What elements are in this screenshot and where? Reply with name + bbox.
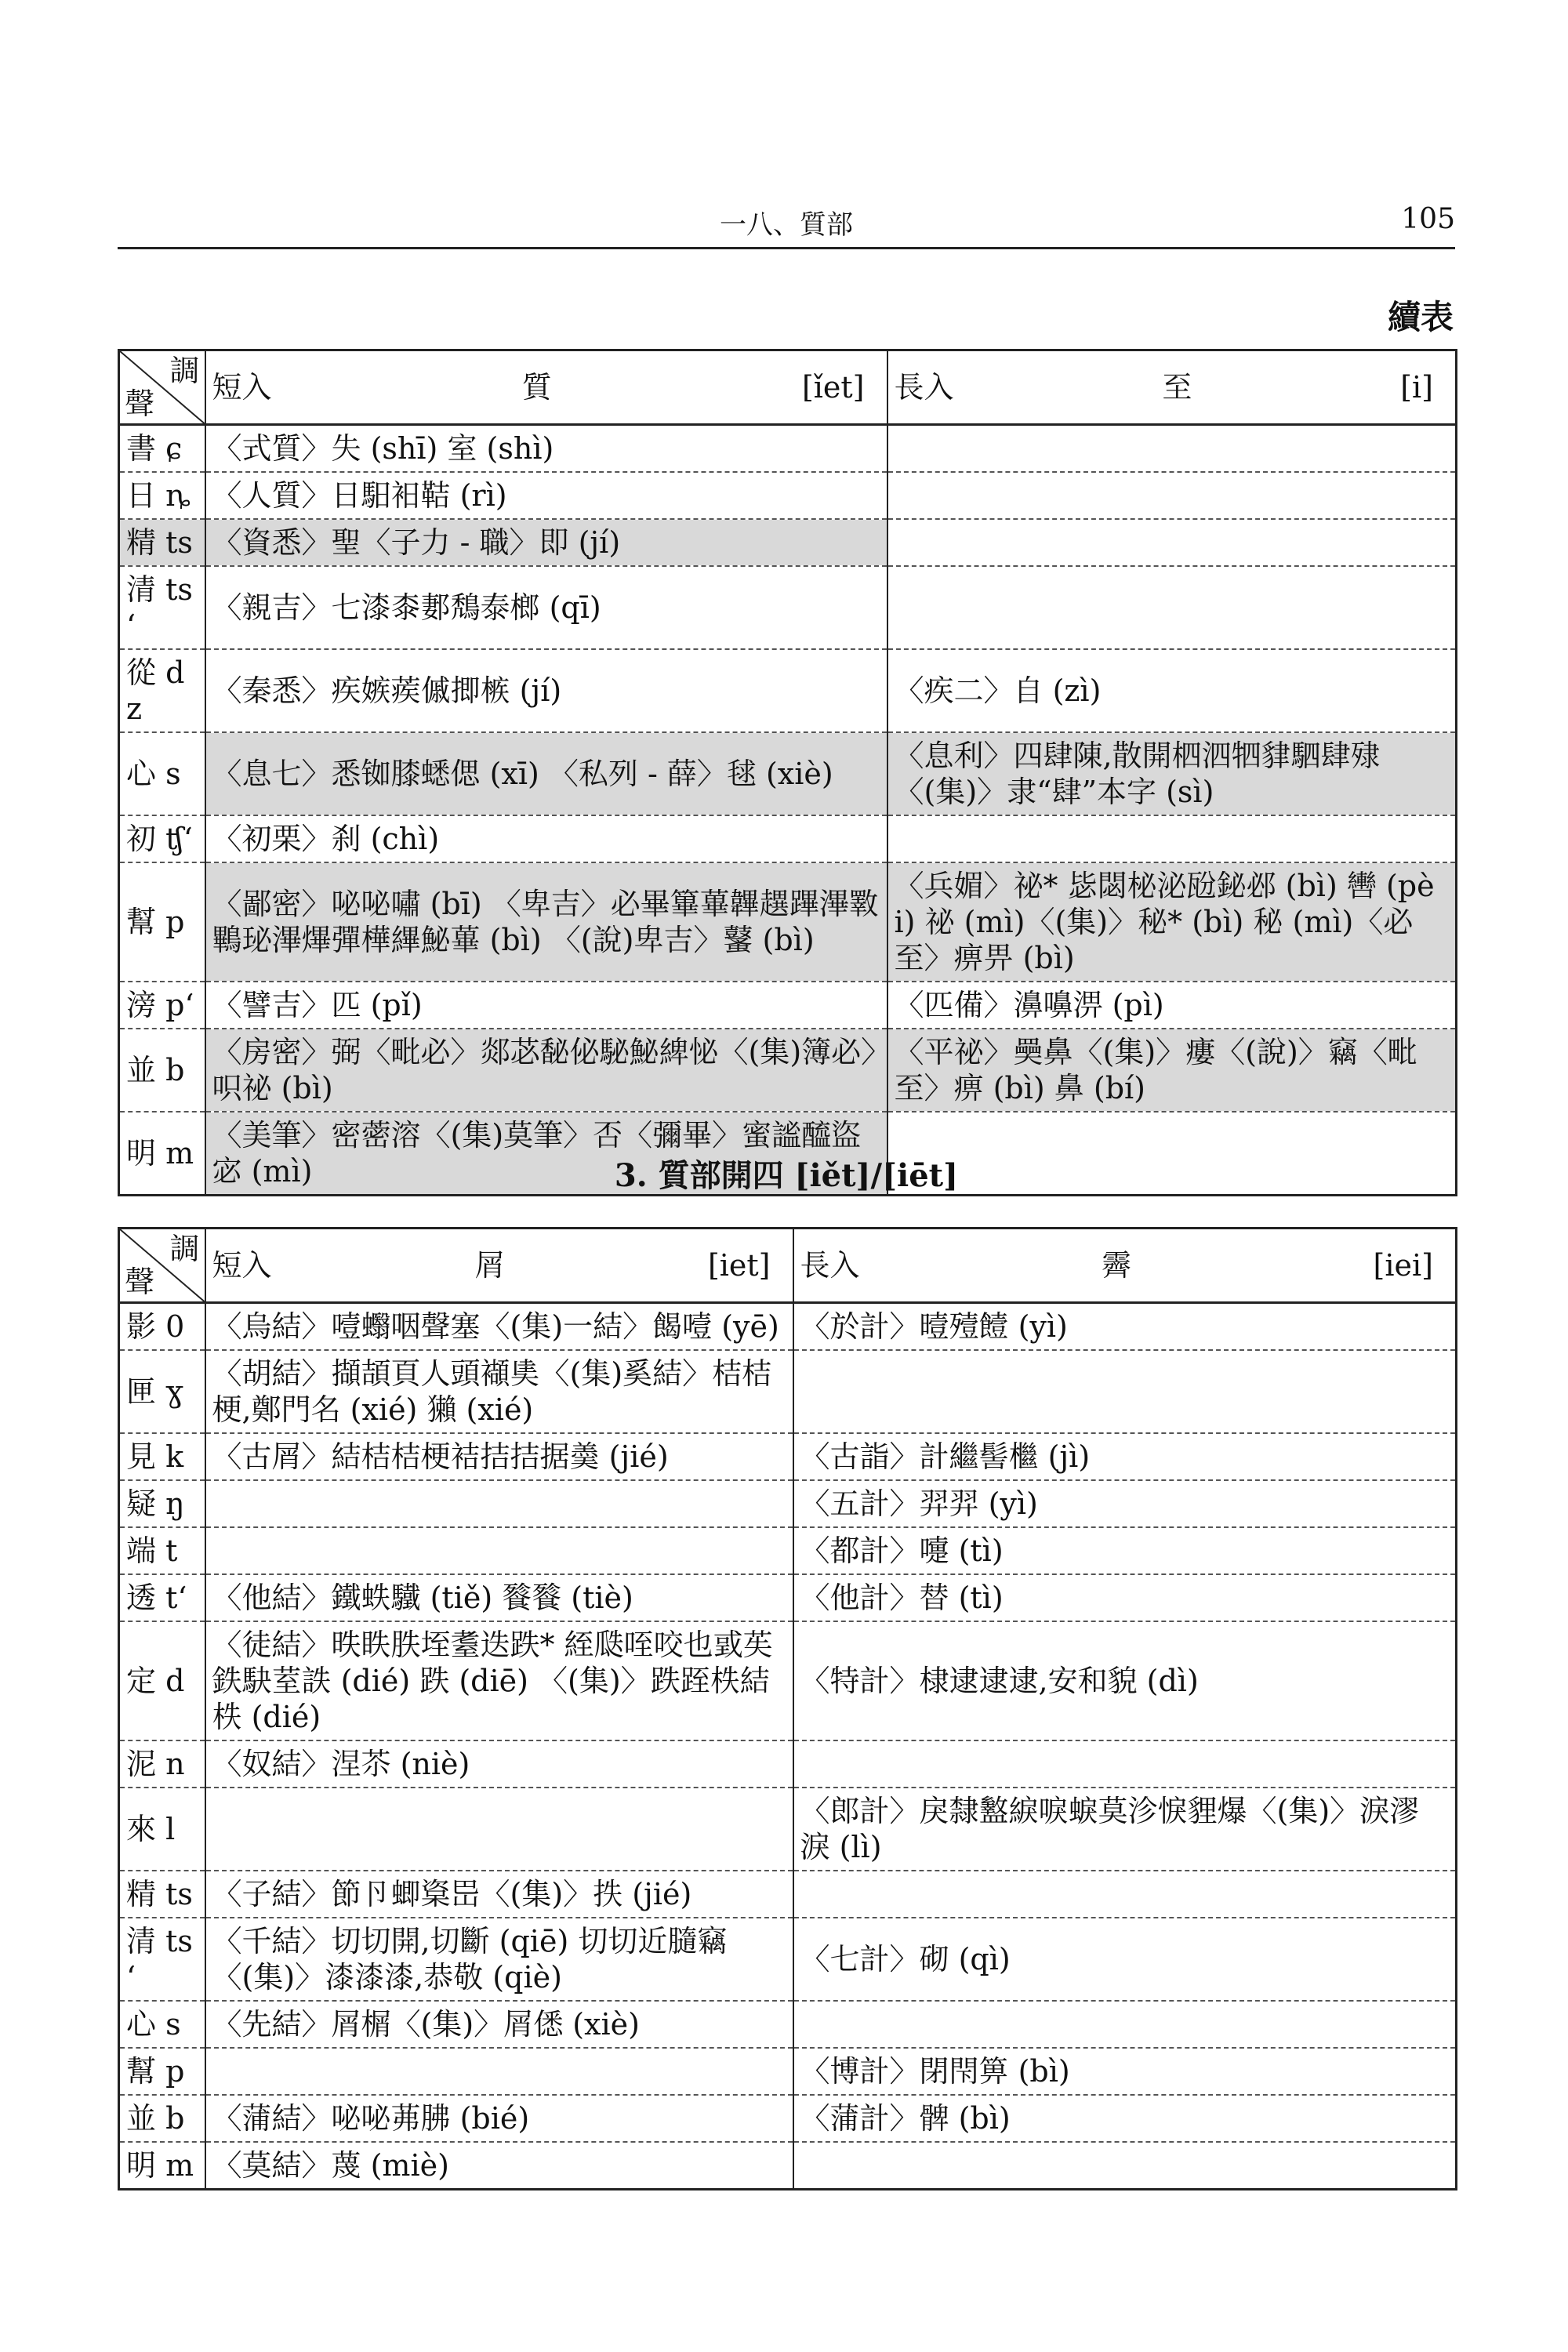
initial-cell: 並 b — [119, 2095, 205, 2142]
corner-cell — [119, 350, 205, 425]
initial-cell: 從 dz — [119, 649, 205, 732]
long-entering-cell: 〈都計〉嚏 (tì) — [793, 1527, 1457, 1574]
table-row — [119, 566, 1457, 649]
initial-cell: 見 k — [119, 1433, 205, 1480]
short-entering-cell — [205, 1527, 793, 1574]
short-entering-cell: 〈古屑〉結桔桔梗袺拮拮据羮 (jié) — [205, 1433, 793, 1480]
long-entering-cell: 〈息利〉四肆陳,散開柶泗牭貄駟肆殔〈(集)〉隶“肆”本字 (sì) — [887, 732, 1457, 815]
short-entering-cell: 〈烏結〉噎蠮咽聲塞〈(集)一結〉餲噎 (yē) — [205, 1303, 793, 1351]
table-row — [119, 649, 1457, 732]
short-entering-cell: 〈鄙密〉咇咇嘯 (bī) 〈卑吉〉必畢篳蓽韠趩蹕滭斁鷝珌滭熚彈樺縪鮅蓽 (bì) 〈(說)卑吉〉鼜 (bì) — [205, 862, 887, 982]
table-row — [119, 815, 1457, 862]
long-entering-cell: 〈於計〉曀殪饐 (yì) — [793, 1303, 1457, 1351]
table-row — [119, 2095, 1457, 2142]
initial-cell: 心 s — [119, 732, 205, 815]
column-rhyme: 至 — [1162, 370, 1192, 405]
long-entering-cell — [793, 2001, 1457, 2048]
table-row — [119, 2142, 1457, 2190]
table-row — [119, 1621, 1457, 1740]
continuation-label: 續表 — [1387, 298, 1454, 336]
corner-cell — [119, 1229, 205, 1303]
running-title: 一八、質部 — [720, 209, 853, 241]
long-entering-cell: 〈七計〉砌 (qì) — [793, 1918, 1457, 2001]
short-entering-cell: 〈莫結〉蔑 (miè) — [205, 2142, 793, 2190]
page-header — [118, 200, 1455, 249]
short-entering-cell: 〈息七〉悉铷膝蟋偲 (xī) 〈私列 - 薛〉毬 (xiè) — [205, 732, 887, 815]
long-entering-cell — [887, 519, 1457, 566]
column-tone: 短入 — [212, 1248, 272, 1283]
column-ipa: [iet] — [707, 1248, 771, 1283]
initial-cell: 疑 ŋ — [119, 1480, 205, 1527]
initial-cell: 清 tsʻ — [119, 566, 205, 649]
column-rhyme: 霽 — [1102, 1248, 1132, 1283]
long-entering-cell — [793, 1740, 1457, 1788]
initial-cell: 日 ȵ — [119, 472, 205, 519]
initial-cell: 影 0 — [119, 1303, 205, 1351]
initial-cell: 明 m — [119, 1112, 205, 1196]
table-row — [119, 1350, 1457, 1433]
column-rhyme: 屑 — [474, 1248, 505, 1283]
initial-cell: 初 ʧʻ — [119, 815, 205, 862]
short-entering-cell — [205, 1788, 793, 1871]
short-entering-cell: 〈式質〉失 (shī) 室 (shì) — [205, 425, 887, 473]
table-row — [119, 1029, 1457, 1112]
table-row — [119, 519, 1457, 566]
table-row — [119, 1303, 1457, 1351]
long-entering-cell: 〈五計〉羿羿 (yì) — [793, 1480, 1457, 1527]
long-entering-cell — [887, 566, 1457, 649]
initial-cell: 精 ts — [119, 519, 205, 566]
short-entering-cell: 〈子結〉節卪蝍楶岊〈(集)〉抶 (jié) — [205, 1871, 793, 1918]
long-entering-cell: 〈他計〉替 (tì) — [793, 1574, 1457, 1621]
initial-cell: 書 ɕ — [119, 425, 205, 473]
initial-cell: 透 tʻ — [119, 1574, 205, 1621]
short-entering-cell: 〈先結〉屑榍〈(集)〉屑僁 (xiè) — [205, 2001, 793, 2048]
initial-cell: 幫 p — [119, 862, 205, 982]
initial-cell: 明 m — [119, 2142, 205, 2190]
table-row — [119, 2001, 1457, 2048]
long-entering-cell — [887, 815, 1457, 862]
table-row — [119, 1918, 1457, 2001]
table-row — [119, 472, 1457, 519]
initial-cell: 泥 n — [119, 1740, 205, 1788]
long-entering-cell: 〈郎計〉戾隸盭綟唳蜧莫沴悷貍爆〈(集)〉淚漻淚 (lì) — [793, 1788, 1457, 1871]
long-entering-cell: 〈古詣〉計繼髻檵 (jì) — [793, 1433, 1457, 1480]
column-tone: 長入 — [894, 370, 954, 405]
short-entering-cell: 〈胡結〉擷頡頁人頭襭奊〈(集)奚結〉桔桔梗,鄭門名 (xié) 獺 (xié) — [205, 1350, 793, 1433]
corner-initial-label: 聲 — [125, 1265, 155, 1299]
initial-cell: 定 d — [119, 1621, 205, 1740]
initial-cell: 精 ts — [119, 1871, 205, 1918]
long-entering-cell: 〈博計〉閉閇箅 (bì) — [793, 2048, 1457, 2095]
long-entering-cell: 〈匹備〉濞嚊淠 (pì) — [887, 982, 1457, 1029]
short-entering-cell: 〈譬吉〉匹 (pǐ) — [205, 982, 887, 1029]
column-tone: 長入 — [800, 1248, 860, 1283]
short-entering-cell — [205, 2048, 793, 2095]
corner-tone-label: 調 — [169, 354, 200, 388]
column-ipa: [iei] — [1373, 1248, 1433, 1283]
short-entering-cell: 〈親吉〉七漆桼郪鵚泰榔 (qī) — [205, 566, 887, 649]
table-row — [119, 732, 1457, 815]
table-row — [119, 1574, 1457, 1621]
corner-tone-label: 調 — [169, 1232, 200, 1266]
column-ipa: [ǐet] — [801, 370, 865, 405]
short-entering-cell: 〈千結〉切切開,切斷 (qiē) 切切近膸竊〈(集)〉漆漆漆,恭敬 (qiè) — [205, 1918, 793, 2001]
short-entering-cell: 〈蒲結〉咇咇茀胇 (bié) — [205, 2095, 793, 2142]
table-row — [119, 1480, 1457, 1527]
short-entering-cell: 〈美筆〉密蔤溶〈(集)莫筆〉否〈彌畢〉蜜謐醯盜宓 (mì) — [205, 1112, 887, 1196]
corner-initial-label: 聲 — [125, 387, 155, 421]
initial-cell: 滂 pʻ — [119, 982, 205, 1029]
short-entering-cell: 〈他結〉鐵蛈驖 (tiě) 餮餮 (tiè) — [205, 1574, 793, 1621]
long-entering-cell: 〈特計〉棣逮逮逮,安和貌 (dì) — [793, 1621, 1457, 1740]
column-header-long — [887, 350, 1457, 425]
long-entering-cell — [793, 2142, 1457, 2190]
table-row — [119, 862, 1457, 982]
short-entering-cell: 〈秦悉〉疾嫉蒺傶揤槉 (jí) — [205, 649, 887, 732]
long-entering-cell — [887, 425, 1457, 473]
long-entering-cell: 〈蒲計〉髀 (bì) — [793, 2095, 1457, 2142]
short-entering-cell — [205, 1480, 793, 1527]
column-header-long — [793, 1229, 1457, 1303]
column-header-short — [205, 1229, 793, 1303]
initial-cell: 幫 p — [119, 2048, 205, 2095]
table-row — [119, 425, 1457, 473]
page-number: 105 — [1401, 203, 1455, 235]
section-title: 3. 質部開四 [iět]/[iēt] — [614, 1157, 959, 1194]
table-row — [119, 982, 1457, 1029]
short-entering-cell: 〈徒結〉昳眣胅垤耋迭跌* 絰瓞咥咬也戜苵鉄駃荎詄 (dié) 跌 (diē) 〈(集)〉跌跮柣結柣 (dié) — [205, 1621, 793, 1740]
initial-cell: 來 l — [119, 1788, 205, 1871]
column-tone: 短入 — [212, 370, 272, 405]
long-entering-cell: 〈兵媚〉祕* 毖閟柲泌瓰鉍邲 (bì) 轡 (pèi) 祕 (mì)〈(集)〉秘* (bì) 秘 (mì)〈必至〉痹畀 (bì) — [887, 862, 1457, 982]
column-rhyme: 質 — [521, 370, 552, 405]
initial-cell: 心 s — [119, 2001, 205, 2048]
long-entering-cell: 〈疾二〉自 (zì) — [887, 649, 1457, 732]
short-entering-cell: 〈初栗〉刹 (chì) — [205, 815, 887, 862]
column-ipa: [i] — [1400, 370, 1433, 405]
short-entering-cell: 〈奴結〉涅苶 (niè) — [205, 1740, 793, 1788]
table-row — [119, 1527, 1457, 1574]
long-entering-cell — [793, 1350, 1457, 1433]
short-entering-cell: 〈資悉〉聖〈子力 - 職〉即 (jí) — [205, 519, 887, 566]
short-entering-cell: 〈人質〉日馹衵鞊 (rì) — [205, 472, 887, 519]
table-row — [119, 1740, 1457, 1788]
short-entering-cell: 〈房密〉弼〈毗必〉郯苾馝佖駜鮅綼怭〈(集)簿必〉呮祕 (bì) — [205, 1029, 887, 1112]
table-row — [119, 1788, 1457, 1871]
rhyme-table-1 — [118, 349, 1457, 1196]
initial-cell: 並 b — [119, 1029, 205, 1112]
column-header-short — [205, 350, 887, 425]
long-entering-cell — [793, 1871, 1457, 1918]
initial-cell: 端 t — [119, 1527, 205, 1574]
long-entering-cell: 〈平祕〉奰鼻〈(集)〉瘻〈(說)〉竊〈毗至〉痹 (bì) 鼻 (bí) — [887, 1029, 1457, 1112]
table-row — [119, 1871, 1457, 1918]
long-entering-cell — [887, 472, 1457, 519]
table-row — [119, 2048, 1457, 2095]
initial-cell: 清 tsʻ — [119, 1918, 205, 2001]
rhyme-table-2 — [118, 1227, 1457, 2190]
table-row — [119, 1433, 1457, 1480]
initial-cell: 匣 ɣ — [119, 1350, 205, 1433]
